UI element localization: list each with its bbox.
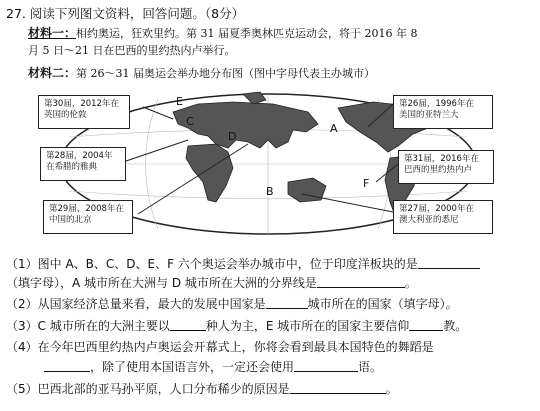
question-1-line2 <box>6 275 417 291</box>
callout-athens-l1: 第28届，2004年 <box>46 151 113 161</box>
material2-text: 第 26～31 届奥运会举办地分布图（图中字母代表主办城市） <box>76 67 376 80</box>
q4-answer-blank-1[interactable] <box>44 359 90 372</box>
callout-rio-l2: 巴西的里约热内卢 <box>404 165 473 175</box>
callout-athens-l2: 在希腊的雅典 <box>46 162 98 172</box>
material2-tag: 材料二： <box>28 66 77 80</box>
callout-atlanta <box>393 95 493 129</box>
q2-text-a: （2）从国家经济总量来看，最大的发展中国家是 <box>6 297 266 311</box>
q2-text-b: 城市所在的国家（填字母）。 <box>307 297 458 311</box>
callout-beijing-l1: 第29届，2008年在 <box>49 204 124 214</box>
city-label-e: E <box>176 95 183 108</box>
q1-text-end: 。 <box>404 276 417 290</box>
city-label-c: C <box>186 115 194 128</box>
question-number: 27. <box>6 6 26 21</box>
question-instruction: 阅读下列图文资料，回答问题。（8分） <box>29 6 245 21</box>
callout-atlanta-l1: 第26届，1996年在 <box>399 99 474 109</box>
q2-answer-blank[interactable] <box>266 296 308 309</box>
q1-answer-blank-2[interactable] <box>317 275 405 288</box>
city-label-a: A <box>330 122 338 135</box>
callout-sydney-l2: 澳大利亚的悉尼 <box>399 215 459 225</box>
callout-rio <box>398 150 494 184</box>
q3-text-b: 种人为主，E 城市所在的国家主要信仰 <box>205 319 410 333</box>
material1-text1: 相约奥运，狂欢里约。第 31 届夏季奥林匹克运动会，将于 2016 年 8 <box>76 27 418 40</box>
city-label-b: B <box>266 185 274 198</box>
material1-tag: 材料一： <box>28 26 77 40</box>
q5-answer-blank[interactable] <box>290 381 386 394</box>
q4-text-a: （4）在今年巴西里约热内卢奥运会开幕式上，你将会看到最具本国特色的舞蹈是 <box>6 340 434 354</box>
callout-london-l2: 英国的伦敦 <box>44 110 87 120</box>
question-3 <box>6 318 467 334</box>
question-4-line2 <box>6 359 382 375</box>
question-4-line1 <box>6 339 434 355</box>
callout-athens <box>40 147 126 181</box>
world-map-figure <box>38 82 498 237</box>
question-header <box>6 6 244 22</box>
callout-beijing-l2: 中国的北京 <box>49 215 92 225</box>
q3-text-c: 教。 <box>443 319 468 333</box>
material1-line2 <box>28 43 235 59</box>
q3-answer-blank-1[interactable] <box>170 318 206 331</box>
q5-text-a: （5）巴西北部的亚马孙平原，人口分布稀少的原因是 <box>6 382 290 396</box>
q1-text-b: （填字母），A 城市所在大洲与 D 城市所在大洲的分界线是 <box>6 276 317 290</box>
q5-text-end: 。 <box>385 382 398 396</box>
q4-text-end: 语。 <box>358 360 383 374</box>
callout-beijing <box>43 200 133 234</box>
q3-answer-blank-2[interactable] <box>409 318 443 331</box>
q1-answer-blank-1[interactable] <box>418 256 480 269</box>
city-label-f: F <box>363 177 370 190</box>
callout-atlanta-l2: 美国的亚特兰大 <box>399 110 459 120</box>
callout-london <box>38 95 130 129</box>
question-2 <box>6 296 458 312</box>
q1-text-a: （1）图中 A、B、C、D、E、F 六个奥运会举办城市中，位于印度洋板块的是 <box>6 257 418 271</box>
city-label-d: D <box>228 130 237 143</box>
callout-sydney-l1: 第27届，2000年在 <box>399 204 474 214</box>
question-1-line1 <box>6 256 480 272</box>
q4-text-b: ，除了使用本国语言外，一定还会使用 <box>90 360 295 374</box>
question-5 <box>6 381 398 397</box>
callout-rio-l1: 第31届，2016年在 <box>404 154 479 164</box>
callout-sydney <box>393 200 493 234</box>
material1-text2: 月 5 日～21 日在巴西的里约热内卢举行。 <box>28 44 236 57</box>
material1-line1 <box>28 25 418 42</box>
q4-answer-blank-2[interactable] <box>294 359 358 372</box>
q3-text-a: （3）C 城市所在的大洲主要以 <box>6 319 170 333</box>
callout-london-l1: 第30届，2012年在 <box>44 99 119 109</box>
material2-line <box>28 65 375 82</box>
